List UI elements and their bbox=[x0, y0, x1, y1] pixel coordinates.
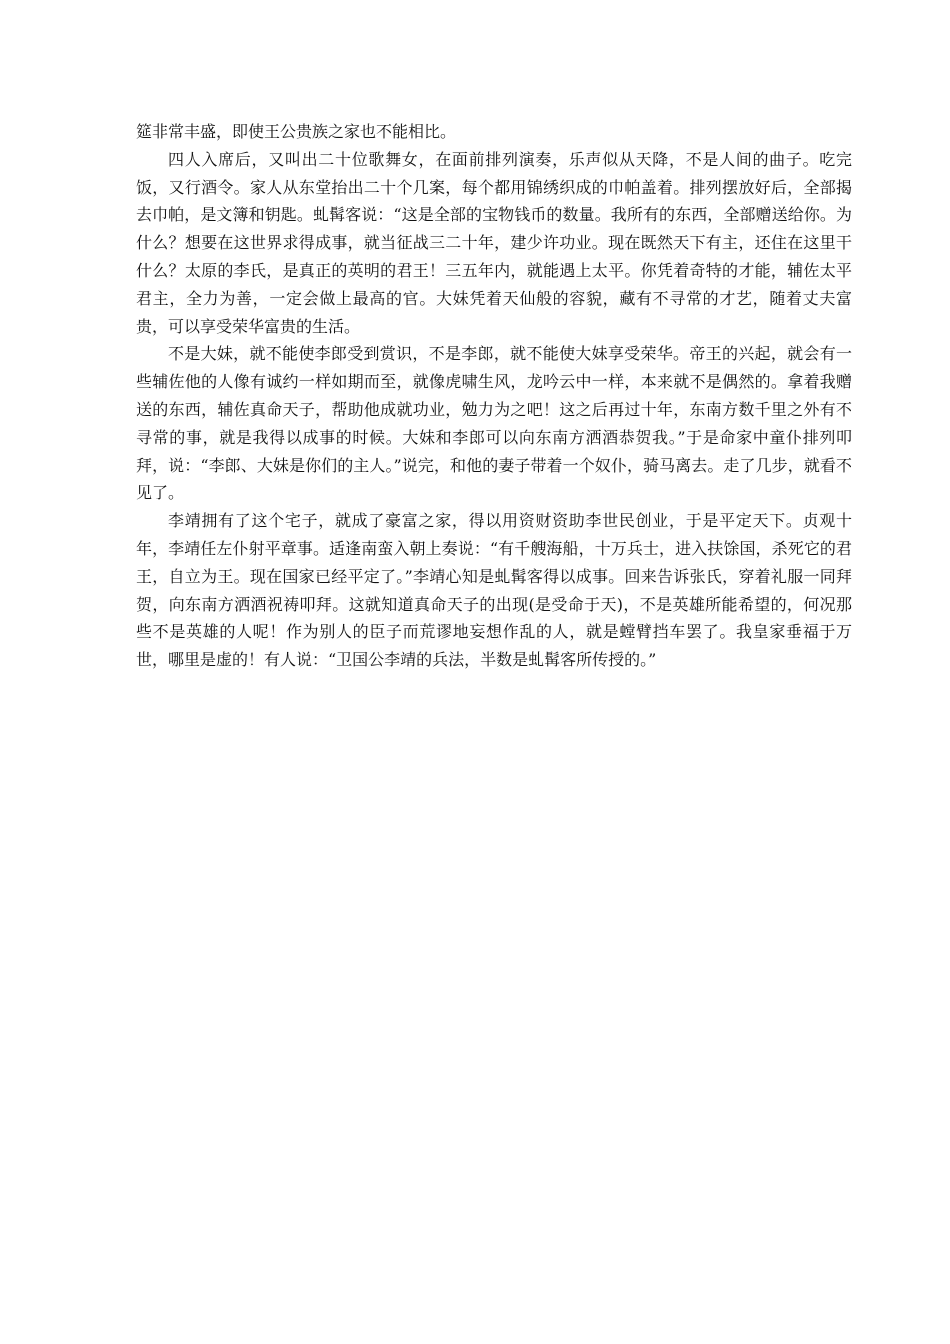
document-body bbox=[136, 118, 852, 674]
paragraph: 四人入席后，又叫出二十位歌舞女，在面前排列演奏，乐声似从天降，不是人间的曲子。吃完饭，又行酒令。家人从东堂抬出二十个几案，每个都用锦绣织成的巾帕盖着。排列摆放好后，全部揭去巾帕，是文簿和钥匙。虬髯客说：“这是全部的宝物钱币的数量。我所有的东西，全部赠送给你。为什么？想要在这世界求得成事，就当征战三二十年，建少许功业。现在既然天下有主，还住在这里干什么？太原的李氏，是真正的英明的君王！三五年内，就能遇上太平。你凭着奇特的才能，辅佐太平君主，全力为善，一定会做上最高的官。大妹凭着天仙般的容貌，藏有不寻常的才艺，随着丈夫富贵，可以享受荣华富贵的生活。 bbox=[136, 149, 852, 336]
paragraph: 李靖拥有了这个宅子，就成了豪富之家，得以用资财资助李世民创业，于是平定天下。贞观十年，李靖任左仆射平章事。适逢南蛮入朝上奏说：“有千艘海船，十万兵士，进入扶馀国，杀死它的君王，自立为王。现在国家已经平定了。”李靖心知是虬髯客得以成事。回来告诉张氏，穿着礼服一同拜贺，向东南方洒酒祝祷叩拜。这就知道真命天子的出现(是受命于天)，不是英雄所能希望的，何况那些不是英雄的人呢！作为别人的臣子而荒谬地妄想作乱的人，就是螳臂挡车罢了。我皇家垂福于万世，哪里是虚的！有人说：“卫国公李靖的兵法，半数是虬髯客所传授的。” bbox=[136, 511, 852, 670]
paragraph: 不是大妹，就不能使李郎受到赏识，不是李郎，就不能使大妹享受荣华。帝王的兴起，就会有一些辅佐他的人像有诚约一样如期而至，就像虎啸生风，龙吟云中一样，本来就不是偶然的。拿着我赠送的东西，辅佐真命天子，帮助他成就功业，勉力为之吧！这之后再过十年，东南方数千里之外有不寻常的事，就是我得以成事的时候。大妹和李郎可以向东南方洒酒恭贺我。”于是命家中童仆排列叩拜，说：“李郎、大妹是你们的主人。”说完，和他的妻子带着一个奴仆，骑马离去。走了几步，就看不见了。 bbox=[136, 344, 852, 503]
paragraph-continuation: 筵非常丰盛，即使王公贵族之家也不能相比。 bbox=[136, 122, 457, 141]
